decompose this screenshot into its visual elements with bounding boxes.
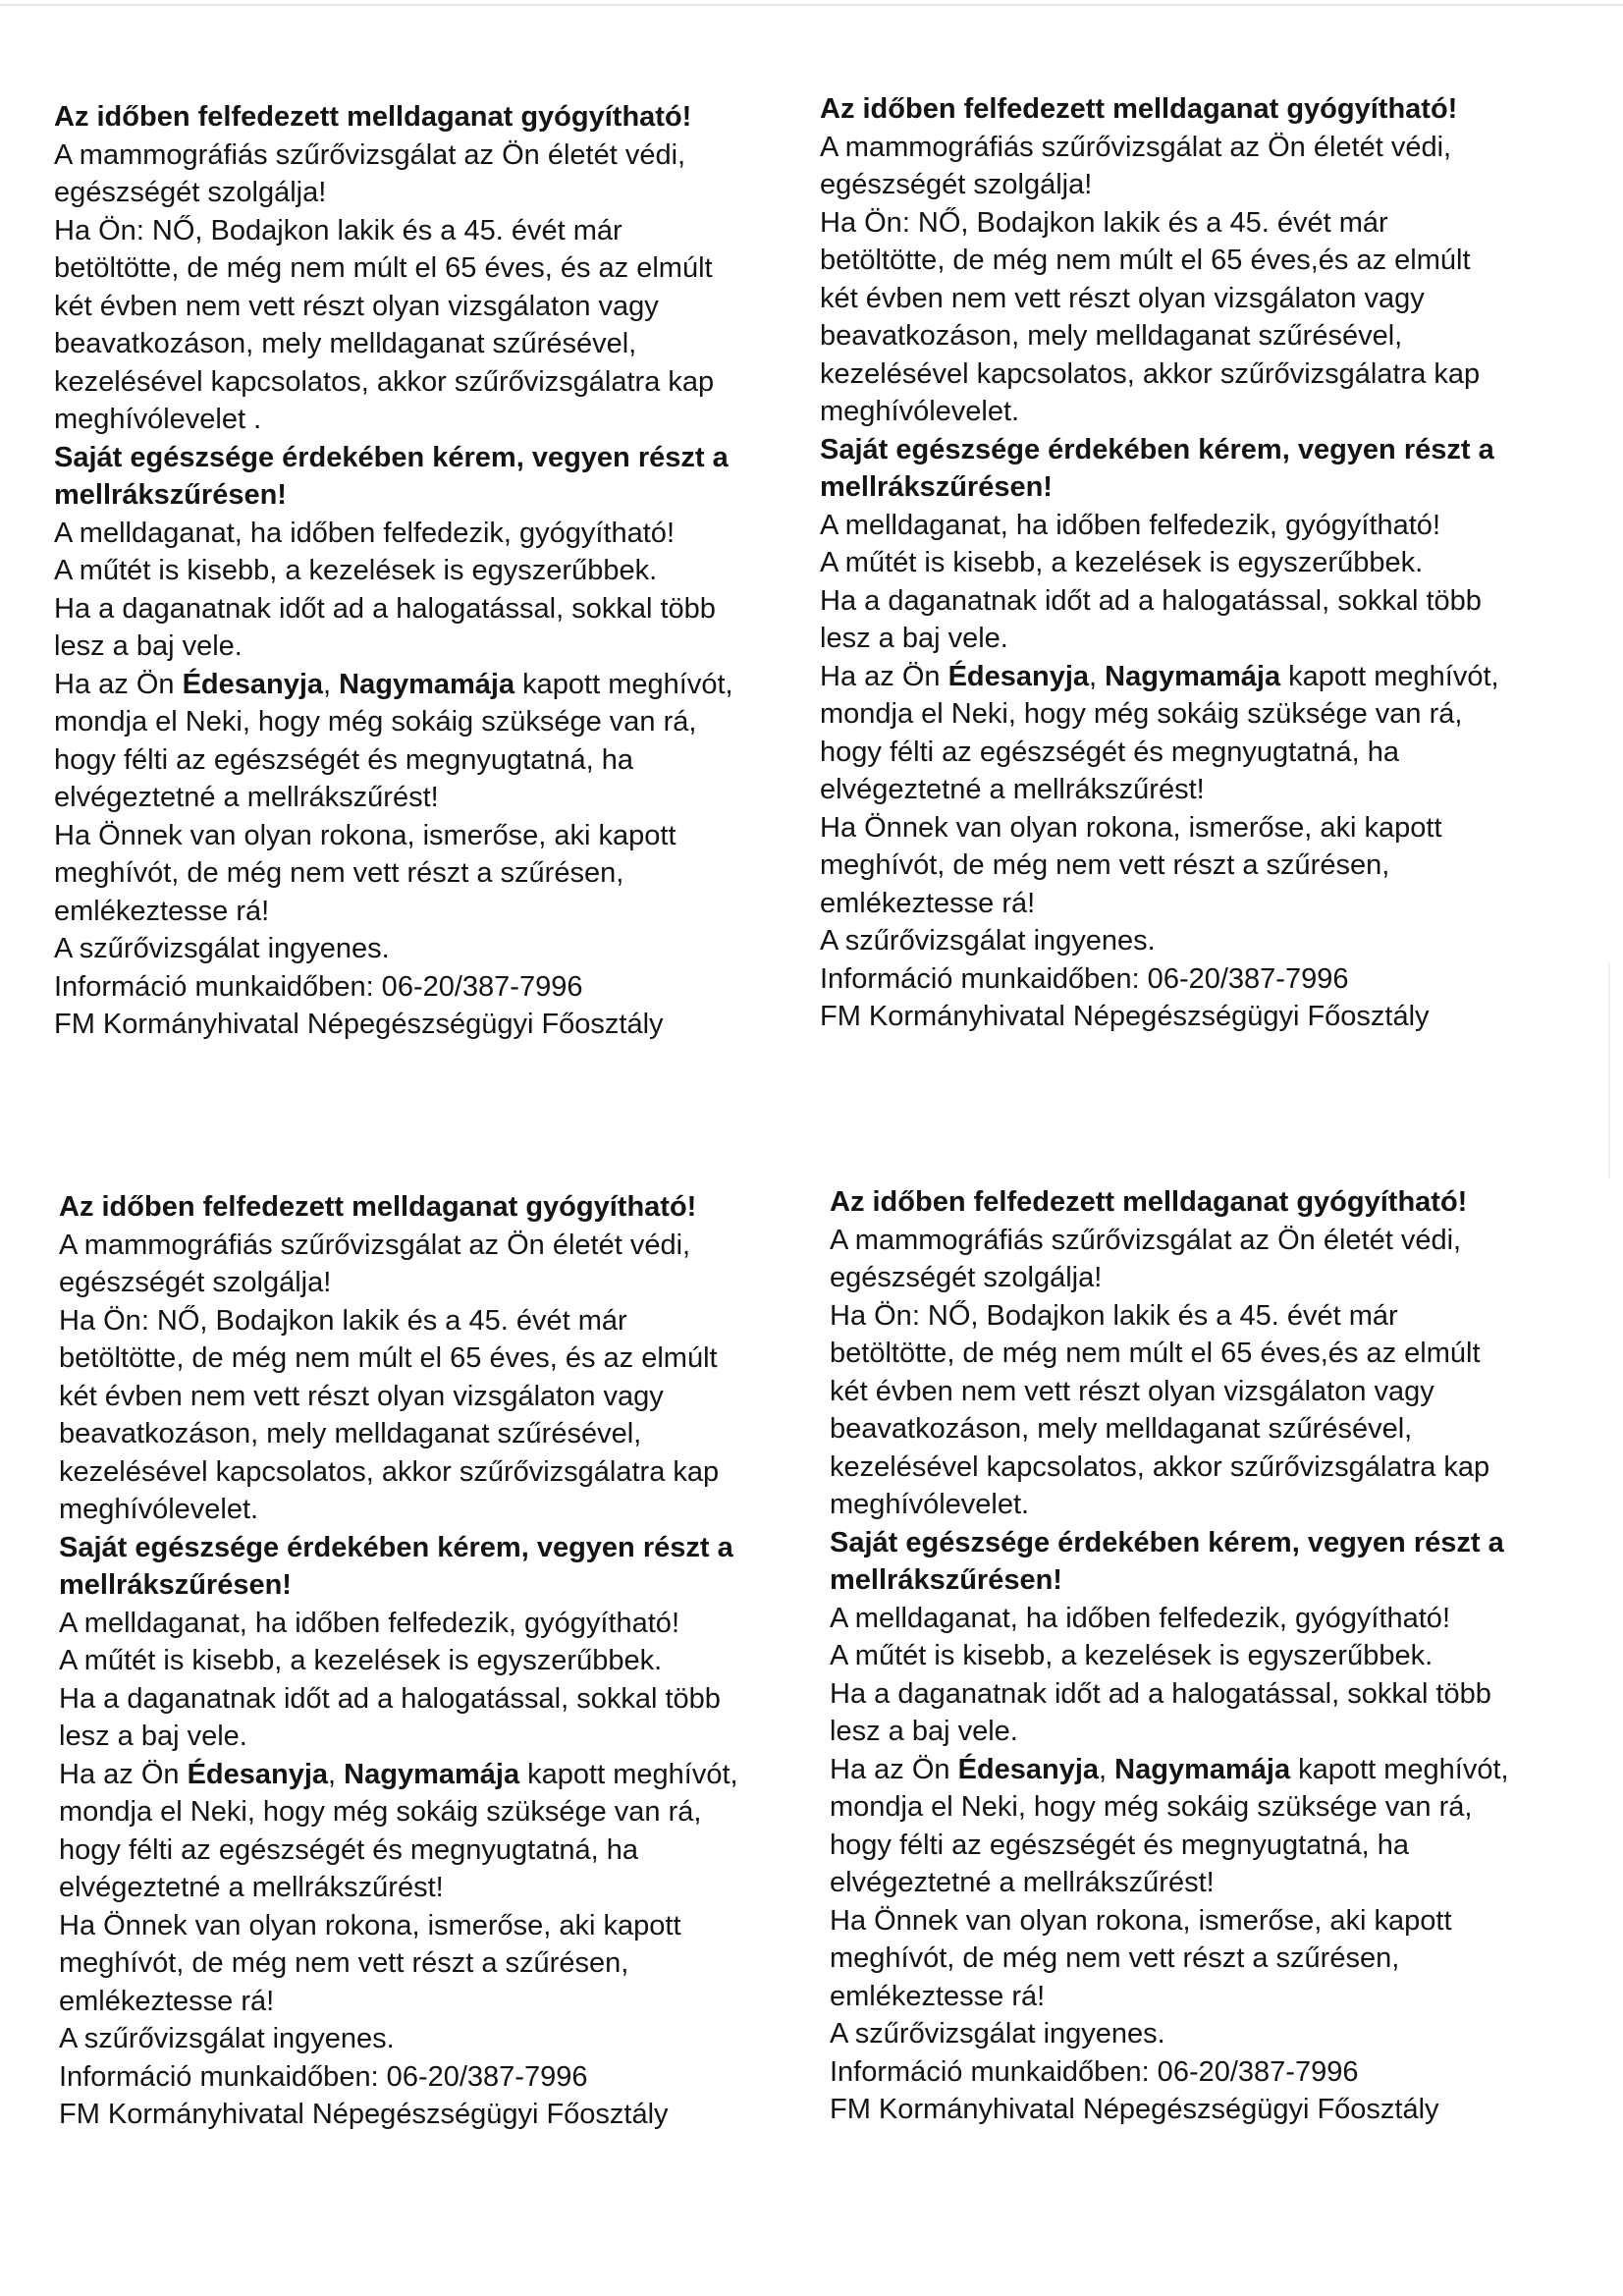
text-line: elvégeztetné a mellrákszűrést! xyxy=(59,1872,444,1903)
relative-mother: Édesanyja xyxy=(187,1758,329,1790)
text-line: emlékeztesse rá! xyxy=(59,1985,275,2017)
emphasis-line: mellrákszűrésen! xyxy=(830,1564,1062,1596)
flyer-top-left xyxy=(54,98,800,1044)
text-line: Ha Önnek van olyan rokona, ismerőse, aki kapott xyxy=(54,819,676,851)
relative-mother: Édesanyja xyxy=(947,660,1090,692)
relatives-suffix: kapott meghívót, xyxy=(1290,1753,1509,1785)
relatives-prefix: Ha az Ön xyxy=(820,660,948,692)
flyer-bottom-left xyxy=(59,1188,805,2134)
text-line: kezelésével kapcsolatos, akkor szűrővizsgálatra kap xyxy=(59,1455,720,1488)
text-line: A mammográfiás szűrővizsgálat az Ön életét védi, xyxy=(830,1224,1462,1256)
text-line: két évben nem vett részt olyan vizsgálaton vagy xyxy=(830,1375,1434,1407)
text-line: A műtét is kisebb, a kezelések is egyszerűbbek. xyxy=(830,1640,1434,1671)
text-line: Ha Ön: NŐ, Bodajkon lakik és a 45. évét már xyxy=(830,1299,1398,1332)
text-line: A melldaganat, ha időben felfedezik, gyógyítható! xyxy=(820,509,1440,541)
text-line: beavatkozáson, mely melldaganat szűrésével, xyxy=(820,320,1403,352)
relatives-suffix: kapott meghívót, xyxy=(519,1758,738,1790)
relatives-suffix: kapott meghívót, xyxy=(514,668,733,700)
relative-grandmother: Nagymamája xyxy=(1105,660,1281,692)
text-line: A szűrővizsgálat ingyenes. xyxy=(54,933,390,964)
text-line: mondja el Neki, hogy még sokáig szüksége van rá, xyxy=(54,706,697,738)
text-line: egészségét szolgálja! xyxy=(54,177,327,208)
relatives-separator: , xyxy=(1089,660,1106,692)
text-line: FM Kormányhivatal Népegészségügyi Főosztály xyxy=(830,2094,1439,2125)
flyer-heading: Az időben felfedezett melldaganat gyógyítható! xyxy=(830,1186,1468,1218)
text-line: Információ munkaidőben: 06-20/387-7996 xyxy=(54,970,583,1003)
text-line: betöltötte, de még nem múlt el 65 éves, és az elmúlt xyxy=(54,252,713,284)
text-line: hogy félti az egészségét és megnyugtatná, ha xyxy=(830,1829,1410,1861)
text-line: egészségét szolgálja! xyxy=(830,1262,1103,1293)
text-line: Információ munkaidőben: 06-20/387-7996 xyxy=(59,2060,588,2093)
text-line: betöltötte, de még nem múlt el 65 éves,és az elmúlt xyxy=(820,245,1471,276)
text-line: egészségét szolgálja! xyxy=(59,1267,332,1298)
text-line: A mammográfiás szűrővizsgálat az Ön életét védi, xyxy=(820,131,1452,163)
text-line: A szűrővizsgálat ingyenes. xyxy=(830,2018,1165,2050)
text-line: FM Kormányhivatal Népegészségügyi Főosztály xyxy=(820,1001,1430,1032)
text-line: mondja el Neki, hogy még sokáig szüksége van rá, xyxy=(830,1791,1473,1823)
relatives-prefix: Ha az Ön xyxy=(59,1758,188,1790)
text-line: beavatkozáson, mely melldaganat szűrésével, xyxy=(59,1418,642,1449)
text-line: Ha a daganatnak időt ad a halogatással, sokkal több xyxy=(59,1682,721,1715)
relative-grandmother: Nagymamája xyxy=(344,1758,520,1790)
text-line: A műtét is kisebb, a kezelések is egyszerűbbek. xyxy=(54,555,658,586)
emphasis-line: mellrákszűrésen! xyxy=(54,479,287,511)
flyer-heading: Az időben felfedezett melldaganat gyógyítható! xyxy=(59,1191,697,1223)
scan-border-line xyxy=(0,4,1623,6)
text-line: Információ munkaidőben: 06-20/387-7996 xyxy=(830,2055,1359,2088)
text-line: A melldaganat, ha időben felfedezik, gyógyítható! xyxy=(59,1607,679,1639)
text-line: A melldaganat, ha időben felfedezik, gyógyítható! xyxy=(830,1602,1450,1634)
relatives-prefix: Ha az Ön xyxy=(830,1753,958,1785)
text-line: A szűrővizsgálat ingyenes. xyxy=(59,2023,395,2054)
text-line: Ha a daganatnak időt ad a halogatással, sokkal több xyxy=(820,584,1482,617)
emphasis-line: mellrákszűrésen! xyxy=(59,1569,292,1601)
text-line: meghívólevelet. xyxy=(830,1489,1030,1520)
text-line: két évben nem vett részt olyan vizsgálaton vagy xyxy=(59,1380,664,1412)
text-line: Ha Ön: NŐ, Bodajkon lakik és a 45. évét már xyxy=(59,1304,627,1337)
flyer-bottom-right xyxy=(830,1183,1576,2129)
text-line: A szűrővizsgálat ingyenes. xyxy=(820,925,1156,957)
text-line: meghívólevelet. xyxy=(820,396,1020,427)
text-line: lesz a baj vele. xyxy=(59,1721,247,1752)
text-line: beavatkozáson, mely melldaganat szűrésével, xyxy=(54,328,637,359)
text-line: A mammográfiás szűrővizsgálat az Ön életét védi, xyxy=(54,138,686,171)
relative-grandmother: Nagymamája xyxy=(339,668,515,700)
relatives-line xyxy=(820,658,1566,696)
relatives-line xyxy=(830,1751,1576,1789)
relative-grandmother: Nagymamája xyxy=(1114,1753,1291,1785)
relatives-separator: , xyxy=(1099,1753,1115,1785)
flyer-top-right xyxy=(820,90,1566,1036)
text-line: Ha Ön: NŐ, Bodajkon lakik és a 45. évét már xyxy=(820,206,1388,239)
text-line: meghívólevelet . xyxy=(54,404,262,435)
text-line: beavatkozáson, mely melldaganat szűrésével, xyxy=(830,1413,1413,1445)
text-line: hogy félti az egészségét és megnyugtatná, ha xyxy=(54,743,634,776)
text-line: kezelésével kapcsolatos, akkor szűrővizsgálatra kap xyxy=(820,357,1481,390)
scan-edge-line xyxy=(1608,962,1610,1178)
flyer-heading: Az időben felfedezett melldaganat gyógyítható! xyxy=(820,93,1458,125)
text-line: betöltötte, de még nem múlt el 65 éves,és az elmúlt xyxy=(830,1338,1481,1369)
text-line: Ha Ön: NŐ, Bodajkon lakik és a 45. évét már xyxy=(54,214,622,246)
relatives-line xyxy=(59,1756,805,1794)
text-line: hogy félti az egészségét és megnyugtatná, ha xyxy=(59,1833,639,1866)
emphasis-line: mellrákszűrésen! xyxy=(820,471,1053,503)
text-line: elvégeztetné a mellrákszűrést! xyxy=(54,782,439,813)
text-line: meghívót, de még nem vett részt a szűrésen, xyxy=(54,857,624,889)
text-line: FM Kormányhivatal Népegészségügyi Főosztály xyxy=(54,1009,664,1040)
text-line: két évben nem vett részt olyan vizsgálaton vagy xyxy=(54,290,659,322)
text-line: FM Kormányhivatal Népegészségügyi Főosztály xyxy=(59,2099,669,2130)
text-line: emlékeztesse rá! xyxy=(830,1980,1046,2012)
text-line: egészségét szolgálja! xyxy=(820,169,1093,200)
relative-mother: Édesanyja xyxy=(182,668,324,700)
relatives-separator: , xyxy=(328,1758,345,1790)
relative-mother: Édesanyja xyxy=(957,1753,1100,1785)
text-line: lesz a baj vele. xyxy=(54,630,243,662)
text-line: meghívót, de még nem vett részt a szűrésen, xyxy=(830,1942,1400,1974)
emphasis-line: Saját egészsége érdekében kérem, vegyen részt a xyxy=(54,441,729,473)
text-line: elvégeztetné a mellrákszűrést! xyxy=(830,1867,1215,1898)
emphasis-line: Saját egészsége érdekében kérem, vegyen részt a xyxy=(830,1526,1504,1558)
text-line: Ha Önnek van olyan rokona, ismerőse, aki kapott xyxy=(830,1904,1452,1937)
text-line: Ha Önnek van olyan rokona, ismerőse, aki kapott xyxy=(59,1909,681,1941)
emphasis-line: Saját egészsége érdekében kérem, vegyen részt a xyxy=(820,433,1494,465)
flyer-heading: Az időben felfedezett melldaganat gyógyítható! xyxy=(54,101,692,133)
relatives-line xyxy=(54,666,800,704)
text-line: emlékeztesse rá! xyxy=(54,895,270,927)
text-line: kezelésével kapcsolatos, akkor szűrővizsgálatra kap xyxy=(54,365,715,398)
text-line: Ha Önnek van olyan rokona, ismerőse, aki kapott xyxy=(820,811,1442,844)
text-line: meghívót, de még nem vett részt a szűrésen, xyxy=(59,1947,629,1979)
relatives-separator: , xyxy=(323,668,340,700)
text-line: meghívót, de még nem vett részt a szűrésen, xyxy=(820,849,1390,881)
relatives-suffix: kapott meghívót, xyxy=(1280,660,1499,692)
text-line: Információ munkaidőben: 06-20/387-7996 xyxy=(820,962,1349,995)
text-line: Ha a daganatnak időt ad a halogatással, sokkal több xyxy=(54,592,716,625)
text-line: lesz a baj vele. xyxy=(830,1716,1018,1747)
text-line: lesz a baj vele. xyxy=(820,623,1008,654)
text-line: Ha a daganatnak időt ad a halogatással, sokkal több xyxy=(830,1677,1491,1710)
text-line: A melldaganat, ha időben felfedezik, gyógyítható! xyxy=(54,517,675,549)
text-line: hogy félti az egészségét és megnyugtatná, ha xyxy=(820,736,1400,768)
text-line: A mammográfiás szűrővizsgálat az Ön életét védi, xyxy=(59,1229,691,1261)
text-line: emlékeztesse rá! xyxy=(820,887,1036,919)
text-line: meghívólevelet. xyxy=(59,1494,259,1525)
emphasis-line: Saját egészsége érdekében kérem, vegyen részt a xyxy=(59,1531,733,1563)
text-line: kezelésével kapcsolatos, akkor szűrővizsgálatra kap xyxy=(830,1450,1490,1483)
text-line: mondja el Neki, hogy még sokáig szüksége van rá, xyxy=(820,698,1463,730)
text-line: mondja el Neki, hogy még sokáig szüksége van rá, xyxy=(59,1796,702,1828)
text-line: elvégeztetné a mellrákszűrést! xyxy=(820,774,1205,805)
text-line: betöltötte, de még nem múlt el 65 éves, és az elmúlt xyxy=(59,1342,718,1374)
text-line: A műtét is kisebb, a kezelések is egyszerűbbek. xyxy=(59,1645,663,1676)
text-line: két évben nem vett részt olyan vizsgálaton vagy xyxy=(820,282,1425,314)
relatives-prefix: Ha az Ön xyxy=(54,668,183,700)
text-line: A műtét is kisebb, a kezelések is egyszerűbbek. xyxy=(820,547,1424,578)
